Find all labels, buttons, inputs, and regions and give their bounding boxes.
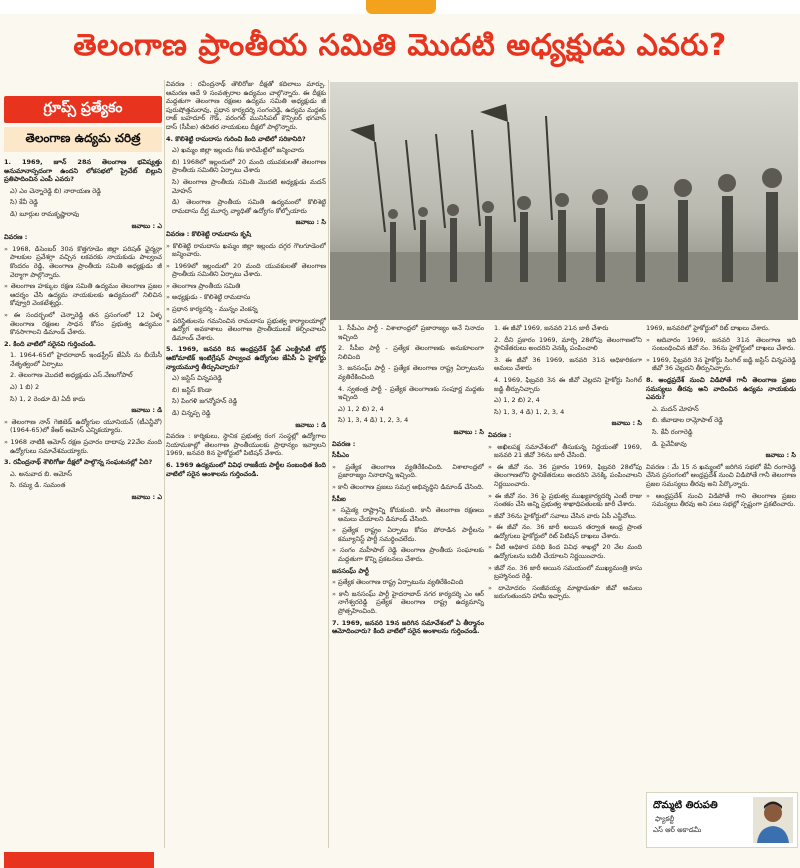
answer: జవాబు : సి	[453, 427, 484, 436]
column-d	[488, 324, 642, 844]
option-line: బి. జీవాడాల రామ్గోపాల్ రెడ్డి	[652, 416, 723, 425]
option-line: డి) చిన్నప్ప రెడ్డి	[172, 409, 211, 417]
bullet-point: » 1968, డిసెంబర్ 30న కొత్తగూడెం జిల్లా పరిషత్ ఛైర్మన్గా పాలకుల ప్రవేశగ్గా వచ్చిన లకవరకు నాయకుడు పాల్వంచ కొందరం రెడ్డి, తెలంగాణ ప్రాంతీయ సమితి అధ్యక్షుడు జీ వెర్మాగా పాల్గొన్నారు.	[4, 245, 162, 279]
next-headline	[190, 850, 798, 868]
bullet-point: » అధ్యక్షుడు - కొలిశెట్టి రామదాసు	[166, 293, 326, 302]
bullet-point: » ఆంధ్రప్రదేశ్ నుంచి విడిపోతే గాని తెలంగాణ ప్రజల సమస్యలు తీరవు అని పలు సభల్లో స్పష్టంగా ప్రకటించారు.	[646, 492, 796, 509]
question-8: 8. ఆంధ్రప్రదేశ్ నుంచి విడిపోతే గానీ తెలంగాణ ప్రజల సమస్యలు తీరవు అని వాదించిన ఉద్యమ నాయకుడు ఎవరు?	[646, 375, 796, 402]
statement-line: 2. తెలంగాణ మొదటి అధ్యక్షుడు ఎస్.వేణుగోపాల్	[10, 371, 133, 380]
bullet-point: » వీటి అధికార పరిధి కింద వివిధ శాఖల్లో 20 వేల మంది ఉద్యోగులను బదిలీ చేయాలని నిర్ణయించారు.	[488, 543, 642, 560]
explanation-label: వివరణ :	[488, 430, 512, 439]
question-2: 2. కింది వాటిలో సరైనవి గుర్తించండి.	[4, 339, 97, 348]
option-line: సి) కేవీ రెడ్డి	[10, 198, 38, 207]
question-1: 1. 1969, జూన్ 28న తెలంగాణ భవిష్యత్తు అనుమానాస్పదంగా ఉందని లోకసభలో ప్రైవేట్ బిల్లుని ప్రతిపాదించిన ఎంపీ ఎవరు?	[4, 158, 162, 184]
option-line: డి. పైవేవీకావు	[652, 439, 687, 448]
author-box	[646, 792, 798, 848]
question-6: 6. 1969 ఉద్యమంలో వివిధ రాజకీయ పార్టీల సంబంధిత కింది వాటిలో సరైన అంశాలను గుర్తించండి.	[166, 460, 326, 478]
option-line: ఎ. అనువాద బి. ఆమోస్	[10, 469, 72, 478]
bullet-point: » అఖిలపక్ష సమావేశంలో తీసుకున్న నిర్ణయంతో 1969, జనవరి 21 జీవో 36ను జారీ చేసింది.	[488, 443, 642, 460]
main-headline: తెలంగాణ ప్రాంతీయ సమితి మొదటి అధ్యక్షుడు ఎవరు?	[73, 28, 727, 63]
bullet-point: » ఈ జీవో నం. 36 పై ప్రభుత్వ ముఖ్యకార్యదర్శి ఎంటీ రాజు సంతకం చేసి అన్ని ప్రభుత్వ శాఖాధిపతులకు జారీ చేశారు.	[488, 492, 642, 509]
question-4: 4. కొలిశెట్టి రామదాసు గురించి కింది వాటిలో సరికానిది?	[166, 134, 306, 143]
photo-illustration	[330, 82, 798, 320]
option-line: ఎ) ఎం చెన్నారెడ్డి బి) నారాయణ రెడ్డి	[10, 186, 101, 195]
section-badge	[366, 0, 436, 14]
footer-tag	[4, 852, 154, 868]
option-line: సి) పింగళి జగన్మోహన్ రెడ్డి	[172, 397, 238, 406]
section-subtitle: తెలంగాణ ఉద్యమ చరిత్ర	[4, 127, 162, 152]
answer: జవాబు : సి	[611, 419, 642, 428]
bullet-point: » 1968 నాటికి ఆమోస్ రక్షణ ప్రచారం దాదాపు 22వేల మంది ఉద్యోగులు సమావేశమయ్యారు.	[4, 438, 162, 455]
statement-line: 4. 1969, ఫిబ్రవరి 3న ఈ జీవో చెల్లదని హైకోర్టు సింగిల్ జడ్జి తీర్పునిచ్చారు	[494, 375, 642, 393]
section-tag: గ్రూప్స్ ప్రత్యేకం	[4, 96, 162, 123]
option-line: సి) 1, 2 రెండూ డి) ఏదీ కాదు	[10, 394, 86, 403]
option-line: సి. కేవీ రంగారెడ్డి	[652, 427, 693, 436]
footer-strip	[0, 850, 800, 868]
answer: జవాబు : సి	[765, 451, 796, 460]
bullet-point: » జీవో నం. 36 జారీ అయిన సమయంలో ముఖ్యమంత్రి కాసు బ్రహ్మానంద రెడ్డి.	[488, 564, 642, 581]
answer: జవాబు : సి	[295, 218, 326, 227]
bullet-point: » ఈ సందర్భంలో చెన్నారెడ్డి తన ప్రసంగంలో 12 ఏళ్ళ తెలంగాణ రక్షణల సాధన కోసం ప్రభుత్వ ఉద్యమం కొనసాగాలని డిమాండ్ చేశారు.	[4, 311, 162, 337]
column-a	[4, 96, 162, 846]
bullet-point: » దామోదరం సంజీవయ్య మాట్లాడుతూ జీవో అమలు జరుగుతుందని హామీ ఇచ్చారు.	[488, 584, 642, 601]
option-line: ఎ) 1 బి) 2	[10, 383, 40, 392]
paragraph: 1969, జనవరిలో హైకోర్టులో రిట్ దాఖలు చేశారు.	[646, 324, 770, 332]
question-5: 5. 1969, జనవరి 8న ఆంధ్రప్రదేశ్ స్టేట్ ఎలక్ట్రిసిటీ బోర్డ్ ఆటోమాటిక్ ఇంటిగ్రేషన్ పాల్వంచ ఉద్యోగుల జేఏసీ ఏ హైకోర్టు న్యాయమూర్తి తీర్పునిచ్చారు?	[166, 345, 326, 371]
option-line: సి) 1, 3, 4 డి) 1, 2, 3, 4	[494, 407, 565, 416]
party-heading: సీపీఎం	[332, 451, 350, 460]
bullet-point: » కానీ తెలంగాణ ప్రజలు సమగ్ర అభివృద్ధిని డిమాండ్ చేసింది.	[332, 483, 484, 492]
question-7: 7. 1969, జనవరి 19న జరిగిన సమావేశంలో ఏ తీర్మానం ఆమోదించారు? కింది వాటిలో సరైన అంశాలను గుర్తించండి.	[332, 618, 484, 636]
option-line: ఎ) 1, 2 బి) 2, 4	[494, 396, 540, 405]
party-heading: జనసంఘ్ పార్టీ	[332, 566, 369, 575]
column-c	[332, 324, 484, 844]
bullet-point: » ఈ జీవో నం. 36 ప్రకారం 1969, ఫిబ్రవరి 28లోపు తెలంగాణలోని స్థానికేతరులు అందరిని వెనక్కి పంపించాలని నిర్ణయించారు.	[488, 463, 642, 489]
explanation-label: వివరణ :	[4, 233, 28, 242]
option-line: బి) 1968లో ఇల్లందులో 20 మంది యువకులతో తెలంగాణ ప్రాంతీయ సమితిని ఏర్పాటు చేశారు	[172, 157, 326, 175]
option-line: సి) తెలంగాణ ప్రాంతీయ సమితి మొదటి అధ్యక్షుడు మదన్ మోహన్	[172, 177, 326, 195]
option-line: సి. రమ్య డి. సుమంత	[10, 481, 66, 490]
statement-line: 1. ఈ జీవో 1969, జనవరి 21న జారీ చేశారు	[494, 324, 609, 332]
option-line: ఎ) ఖమ్మం జిల్లా ఇల్లందు గీకు కారిమేట్టిలో జన్మించారు	[172, 146, 304, 155]
statement-line: 2. సీపీఐ పార్టీ - ప్రత్యేక తెలంగాణకు అనుకూలంగా నిలిచింది	[338, 344, 484, 361]
statement-line: 4. స్వతంత్ర పార్టీ - ప్రత్యేక తెలంగాణకు సంపూర్ణ మద్దతు ఇచ్చింది	[338, 384, 484, 402]
party-heading: సీపీఐ	[332, 494, 346, 503]
bullet-point: » కొలిశెట్టి రామదాసు ఖమ్మం జిల్లా ఇల్లందు దగ్గర గౌలగూడెంలో జన్మించారు.	[166, 242, 326, 259]
question-3: 3. రవీంద్రనాథ్ శౌలిగోజు దీక్షలో పాల్గొన్న సంఘటనల్లో ఏది?	[4, 458, 153, 467]
bullet-point: » ప్రధాన కార్యదర్శి - మున్నం వెంకన్న	[166, 305, 326, 314]
statement-line: 3. ఈ జీవో 36 1969, జనవరి 31న అధికారికంగా అమలు చేశారు	[494, 355, 642, 373]
option-line: ఎ. మదన్ మోహన్	[652, 404, 699, 413]
paragraph: వివరణ : మే 15 న ఖమ్మంలో జరిగిన సభలో కేవీ రంగారెడ్డి చేసిన ప్రసంగంలో ఆంధ్రప్రదేశ్ నుంచి విడిపోతే గానీ తెలంగాణ ప్రజల సమస్యలు తీరవు అని పేర్కొన్నారు.	[646, 462, 796, 488]
answer: జవాబు : డి	[131, 406, 162, 415]
answer: జవాబు : ఎ	[131, 221, 162, 230]
option-line: బి) జస్టిస్ కొండా	[172, 385, 212, 394]
bullet-point: » ఆదివారం 1969, జనవరి 31న తెలంగాణ ఇది సంబంధించిన జీవో నం. 36ను హైకోర్టులో దాఖలు చేశారు.	[646, 336, 796, 353]
answer: జవాబు : ఎ	[131, 493, 162, 501]
column-e	[646, 324, 796, 790]
bullet-point: » సమైక్య రాష్ట్రాన్ని కోరుకుంది. కానీ తెలంగాణ రక్షణలు అమలు చేయాలని డిమాండ్ చేసింది.	[332, 506, 484, 523]
statement-line: 1. 1964-65లో హైదరాబాద్ ఇండస్ట్రీస్ జేఏసీ ను బీయేసీ నేతృత్వంలో ఏర్పాటు	[10, 351, 162, 368]
author-name: దొమ్మటి తిరుపతి	[653, 800, 718, 811]
author-role: ఫ్యాకల్టీ	[655, 815, 675, 823]
column-divider	[328, 80, 329, 848]
column-b	[166, 80, 326, 850]
historical-photo	[330, 82, 798, 320]
bullet-point: » ప్రత్యేక రాష్ట్రం ఏర్పాటు కోసం పోరాడిన పార్టీలను కమ్యూనిస్ట్ పార్టీ సమర్థించలేదు.	[332, 526, 484, 543]
bullet-point: » పరిస్థితులను గమనించిన రామదాసు ప్రభుత్వ కార్యాలయాల్లో ఉద్యోగ అవకాశాలు తెలంగాణ ప్రాంతీయులకే కల్పించాలని డిమాండ్ చేశారు.	[166, 317, 326, 343]
paragraph: వివరణ : కార్మికులు, స్థానిక ప్రభుత్వ రంగ సంస్థల్లో ఉద్యోగాల నియామకాల్లో తెలంగాణ ప్రాంతీయులకు ప్రాధాన్యం ఇవ్వాలని 1969, జనవరి 8న హైకోర్టులో పిటిషన్ వేశారు.	[166, 432, 326, 458]
bullet-point: » జీవో 36ను హైకోర్టులో సవాలు చేసిన వారు ఏపీ ఎన్జీవోలు.	[488, 512, 642, 521]
bullet-point: » తెలంగాణ ప్రాంతీయ సమితి	[166, 282, 326, 291]
bullet-point: » తెలంగాణ హక్కుల రక్షణ సమితి ఉద్యమం తెలంగాణ ప్రజల ఆదర్శం చేసి ఉద్యమ నాయకులకు ఉద్యమంలో నిలిచిన కోవ్వూరి వెంకటేశ్వర్లు.	[4, 282, 162, 308]
option-line: డి) బూర్గుల రామకృష్ణారావు	[10, 209, 80, 218]
bullet-point: » ఈ జీవో నం. 36 జారీ అయిన తర్వాత ఆంధ్ర ప్రాంత ఉద్యోగులు హైకోర్టులో రిట్ పిటిషన్ దాఖలు చేశారు.	[488, 523, 642, 540]
top-bar	[0, 0, 800, 14]
option-line: సి) 1, 3, 4 డి) 1, 2, 3, 4	[338, 416, 409, 425]
answer: జవాబు : డి	[295, 420, 326, 429]
paragraph: వివరణ : రవీంద్రనాథ్ తౌలిరోజు దీక్షతో కదిలాలు మార్పు. ఆమరణ ఆదే 9 సంవత్సరాల ఉద్యమం చాల్గొన్నారు. ఈ దీక్షకు మద్దతుగా తెలంగాణ రక్షణల ఉద్యమ సమితి అధ్యక్షుడు జీ పురుషోత్తమరావు, ప్రధాన కార్యదర్శి సంగంరెడ్డి, ఉద్యమ మద్దతు రాజ్ బహదూర్ గౌడ్, వరంగల్ మునిసిపల్ కౌన్సిలర్ భగవాన్ దాస్ (సీపీఐ) తదితర నాయకులు దీక్షలో పాల్గొన్నారు.	[166, 80, 326, 131]
explanation-label: వివరణ :	[332, 439, 356, 448]
bullet-point: » సంగం మహీపాల్ రెడ్డి తెలంగాణ ప్రాంతీయ సంఘాలకు మద్దతుగా కొన్ని ప్రకటనలు చేశారు.	[332, 546, 484, 563]
bullet-point: » కానీ జనసంఘ్ పార్టీ హైదరాబాద్ నగర కార్యదర్శి ఎం ఆర్ నాగేశ్వరరెడ్డి ప్రత్యేక తెలంగాణ రాష్ట్ర ఉద్యమాన్ని ప్రోత్సహించింది.	[332, 590, 484, 616]
option-line: ఎ) 1, 2 బి) 2, 4	[338, 404, 384, 413]
author-photo	[753, 797, 793, 843]
author-org: ఎస్ ఆర్ అకాడమీ	[653, 826, 702, 834]
bullet-point: » 1969లో ఇల్లందులో 20 మంది యువకులతో తెలంగాణ ప్రాంతీయ సమితిని ఏర్పాటు చేశారు.	[166, 262, 326, 279]
bullet-point: » 1969, ఫిబ్రవరి 3న హైకోర్టు సింగిల్ జడ్జి జస్టిస్ చిన్నపరెడ్డి జీవో 36 చెల్లదని తీర్పునిచ్చారు.	[646, 356, 796, 373]
column-divider	[164, 80, 165, 848]
option-line: డి) తెలంగాణ ప్రాంతీయ సమితి ఉద్యమంలో కొలిశెట్టి రామదాసు దీర్ఘ మూర్ఛ వ్యాధితో ఉద్యోగం కోల్పోయారు	[172, 198, 326, 215]
statement-line: 3. జనసంఘ్ పార్టీ - ప్రత్యేక తెలంగాణ రాష్ట్ర ఏర్పాటును వ్యతిరేకించింది	[338, 364, 484, 381]
bullet-point: » తెలంగాణ నాన్ గెజిటెడ్ ఉద్యోగుల యూనియన్ (టీఎన్జీవో) (1964-65)లో కేఆర్ ఆమోస్ ఎన్నికయ్యారు.	[4, 418, 162, 435]
statement-line: 1. సీపీఎం పార్టీ - విశాలాంధ్రలో ప్రజారాజ్యం అనే నినాదం ఇచ్చింది	[338, 324, 484, 341]
statement-line: 2. దీని ప్రకారం 1969, మార్చి 28లోపు తెలంగాణలోని స్థానికేతరులు అందరిని వెనక్కి పంపించాలి	[494, 335, 642, 353]
explanation-label: వివరణ : కొలిశెట్టి రామదాసు కృషి	[166, 229, 252, 238]
bullet-point: » ప్రత్యేక తెలంగాణ రాష్ట్ర ఏర్పాటును వ్యతిరేకించింది	[332, 578, 484, 587]
bullet-point: » ప్రత్యేక తెలంగాణ వ్యతిరేకించింది. విశాలాంధ్రలో ప్రజారాజ్యం నినాదాన్ని ఇచ్చింది.	[332, 463, 484, 480]
option-line: ఎ) జస్టిస్ చిన్నపరెడ్డి	[172, 374, 222, 383]
